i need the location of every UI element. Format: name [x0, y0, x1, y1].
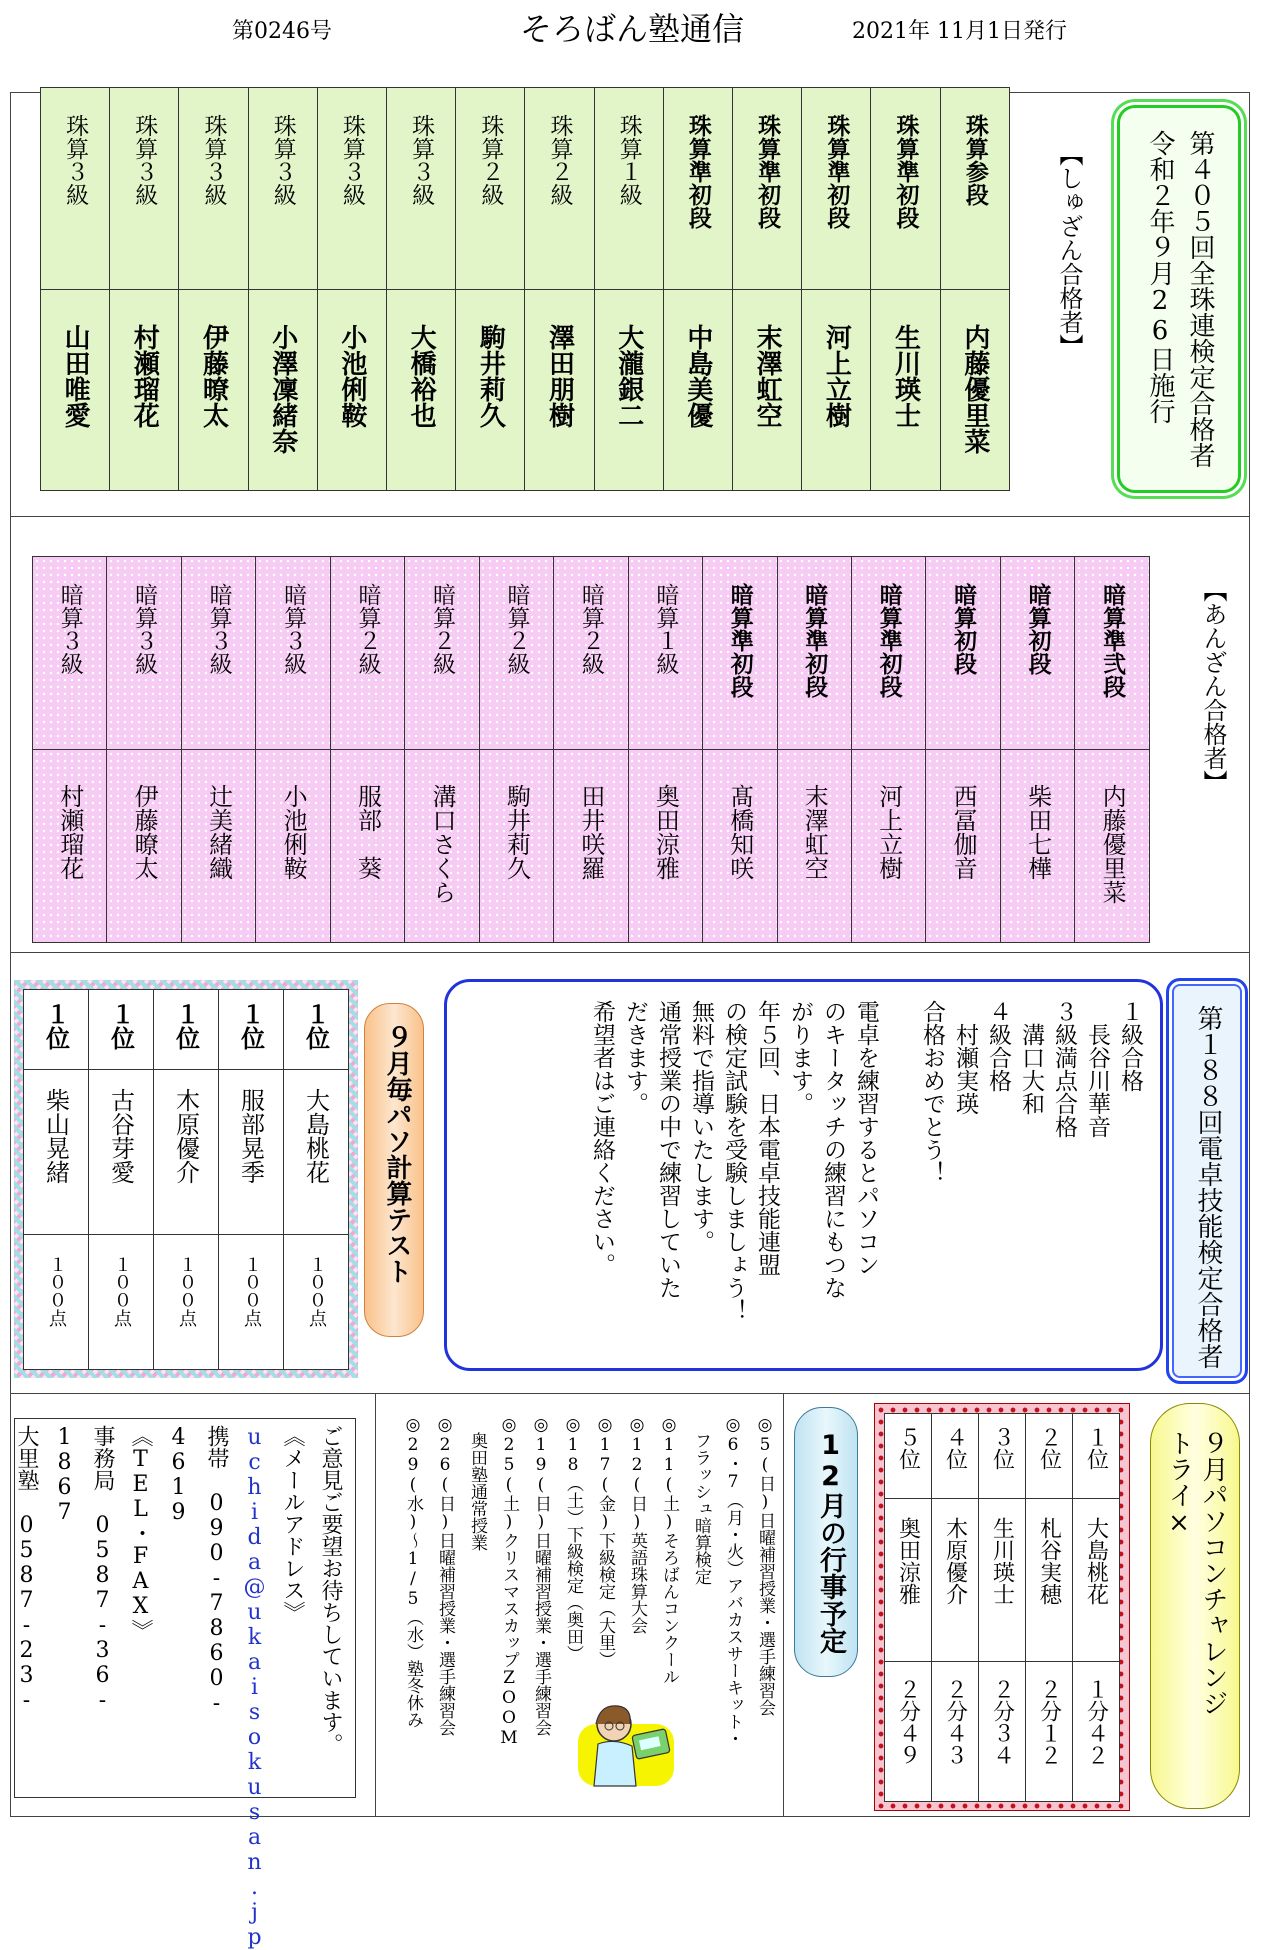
dentaku-line: の検定試験を受験しましょう！ [721, 1000, 747, 1322]
anzan-grade-cell-text: 暗算２級 [428, 583, 455, 675]
pc-test-table [23, 989, 349, 1370]
shuzan-grade-cell [594, 88, 663, 290]
pc-test-score-cell [284, 1235, 349, 1370]
schedule-item: ◎11(土)そろばんコンクール [659, 1415, 679, 1685]
shuzan-grade-cell [456, 88, 525, 290]
dentaku-line: 村瀬実瑛 [952, 1000, 978, 1115]
anzan-name-cell [1075, 750, 1150, 943]
anzan-name-cell [703, 750, 777, 943]
pc-test-name-cell [154, 1070, 219, 1235]
contact-line: 大里塾 0587-23- [14, 1425, 39, 1713]
shuzan-grade-cell-text: 珠算１級 [615, 114, 642, 206]
contact-line: ご意見ご要望お待ちしています。 [318, 1425, 343, 1755]
dentaku-line: がります。 [787, 1000, 813, 1115]
schedule-item: ◎18（土）下級検定（奥田） [563, 1415, 583, 1662]
pc-test-rank-cell [89, 990, 154, 1070]
schedule-item: ◎17(金)下級検定（大里） [595, 1415, 615, 1668]
challenge-time-cell-text: ２分１２ [1036, 1678, 1062, 1766]
pc-test-title-box [364, 1003, 424, 1337]
pc-test-score-cell [219, 1235, 284, 1370]
pc-test-rank-cell-text: １位 [171, 1002, 201, 1050]
challenge-time-cell-text: ２分４９ [895, 1678, 921, 1766]
challenge-rank-cell [932, 1414, 979, 1499]
shuzan-grade-cell [663, 88, 732, 290]
shuzan-badge-title: 第４０５回全珠連検定合格者 [1185, 130, 1215, 468]
shuzan-name-cell [248, 290, 317, 491]
pc-test-rank-cell-text: １位 [106, 1002, 136, 1050]
anzan-name-cell-text: 髙橋知咲 [725, 784, 754, 880]
pc-test-rank-cell [219, 990, 284, 1070]
challenge-name-cell-text: 木原優介 [942, 1517, 968, 1605]
shuzan-grade-cell [940, 88, 1009, 290]
issue-number: 第0246号 [232, 19, 332, 44]
schedule-item: ◎5(日)日曜補習授業・選手練習会 [755, 1415, 775, 1716]
dentaku-line: 電卓を練習するとパソコン [853, 1000, 879, 1276]
divider [783, 1394, 784, 1816]
pc-test-score-cell [24, 1235, 89, 1370]
challenge-rank-cell [885, 1414, 932, 1499]
shuzan-name-cell [525, 290, 594, 491]
pc-test-score-cell-text: １００点 [111, 1255, 132, 1327]
challenge-rank-cell [1026, 1414, 1073, 1499]
pc-test-name-cell-text: 大島桃花 [301, 1088, 330, 1184]
pc-test-rank-cell-text: １位 [236, 1002, 266, 1050]
dentaku-line: のキータッチの練習にもつな [820, 1000, 846, 1299]
divider [11, 1393, 1249, 1394]
pc-test-name-cell [24, 1070, 89, 1235]
dentaku-badge [1166, 978, 1248, 1384]
shuzan-name-cell-text: 大橋裕也 [406, 324, 437, 428]
pc-test-rank-cell [284, 990, 349, 1070]
anzan-grade-cell-text: 暗算３級 [131, 583, 158, 675]
schedule-title-box [794, 1407, 858, 1677]
shuzan-name-cell [733, 290, 802, 491]
anzan-name-cell-text: 柴田七樺 [1023, 784, 1052, 880]
anzan-grade-cell [330, 557, 404, 750]
shuzan-grade-cell-text: 珠算２級 [477, 114, 504, 206]
challenge-name-cell-text: 札谷実穂 [1036, 1517, 1062, 1605]
anzan-grade-cell-text: 暗算３級 [280, 583, 307, 675]
anzan-name-cell-text: 田井咲羅 [576, 784, 605, 880]
shuzan-grade-cell-text: 珠算参段 [961, 114, 989, 206]
dentaku-line: 長谷川華音 [1084, 1000, 1110, 1138]
shuzan-grade-cell [248, 88, 317, 290]
anzan-name-cell-text: 小池俐鞍 [279, 784, 308, 880]
dentaku-line [882, 1000, 915, 1350]
contact-line: 事務局 0587-36-1867 [52, 1425, 115, 1713]
anzan-name-cell [479, 750, 553, 943]
schedule-item: ◎25(土)クリスマスカップZOOM [499, 1415, 519, 1748]
anzan-name-cell-text: 村瀬瑠花 [55, 784, 84, 880]
challenge-name-cell-text: 大島桃花 [1083, 1517, 1109, 1605]
anzan-grade-cell-text: 暗算準弐段 [1099, 583, 1127, 698]
challenge-table [884, 1413, 1120, 1802]
dentaku-message-box [444, 979, 1163, 1371]
anzan-grade-cell [554, 557, 628, 750]
anzan-name-cell [926, 750, 1000, 943]
divider [11, 516, 1249, 517]
pc-test-rank-cell [24, 990, 89, 1070]
divider [375, 1394, 376, 1816]
challenge-name-cell [932, 1499, 979, 1662]
shuzan-name-cell-text: 駒井莉久 [475, 324, 506, 428]
shuzan-name-cell-text: 伊藤暸太 [198, 324, 229, 428]
anzan-grade-cell-text: 暗算２級 [577, 583, 604, 675]
challenge-subtitle: トライ× [1164, 1430, 1194, 1538]
contact-line: 携帯 090-7860-4619 [166, 1425, 229, 1716]
shuzan-name-cell-text: 小澤凜緒奈 [267, 324, 298, 454]
dentaku-badge-title: 第１８８回電卓技能検定合格者 [1193, 1005, 1223, 1369]
anzan-name-cell [1000, 750, 1074, 943]
shuzan-name-cell [940, 290, 1009, 491]
schedule-item: ◎12(日)英語珠算大会 [627, 1415, 647, 1634]
challenge-rank-cell-text: ５位 [895, 1426, 921, 1470]
anzan-grade-cell-text: 暗算１級 [652, 583, 679, 675]
pc-test-score-cell-text: １００点 [46, 1255, 67, 1327]
pc-test-name-cell [219, 1070, 284, 1235]
shuzan-badge-date: 令和２年９月26日施行 [1145, 130, 1175, 424]
shuzan-name-cell [871, 290, 940, 491]
anzan-grade-cell [107, 557, 181, 750]
challenge-rank-cell-text: ２位 [1036, 1426, 1062, 1470]
shuzan-name-cell [663, 290, 732, 491]
shuzan-name-cell [802, 290, 871, 491]
contact-box [14, 1418, 356, 1950]
challenge-name-cell [885, 1499, 932, 1662]
shuzan-name-cell [456, 290, 525, 491]
pc-test-title: ９月毎パソ計算テスト [382, 1024, 412, 1284]
divider [11, 952, 1249, 953]
anzan-grade-cell [405, 557, 479, 750]
anzan-grade-cell [1000, 557, 1074, 750]
pc-test-name-cell-text: 古谷芽愛 [106, 1088, 135, 1184]
shuzan-name-cell-text: 小池俐鞍 [336, 324, 367, 428]
anzan-name-cell [405, 750, 479, 943]
shuzan-name-cell-text: 河上立樹 [821, 324, 852, 428]
anzan-section-label: 【あんざん合格者】 [1199, 578, 1227, 794]
contact-info [0, 1425, 349, 1950]
dentaku-line: １級合格 [1117, 1000, 1143, 1092]
shuzan-grade-cell-text: 珠算３級 [269, 114, 296, 206]
contact-line: 《メールアドレス》 [280, 1425, 305, 1623]
shuzan-grade-cell [41, 88, 110, 290]
challenge-name-cell [1026, 1499, 1073, 1662]
shuzan-grade-cell-text: 珠算準初段 [684, 114, 712, 229]
anzan-name-cell-text: 伊藤暸太 [130, 784, 159, 880]
shuzan-name-cell-text: 山田唯愛 [60, 324, 91, 428]
shuzan-grade-cell-text: 珠算３級 [200, 114, 227, 206]
anzan-grade-cell-text: 暗算２級 [354, 583, 381, 675]
anzan-name-cell-text: 西冨伽音 [949, 784, 978, 880]
challenge-time-cell-text: １分４２ [1083, 1678, 1109, 1766]
pc-test-score-cell [89, 1235, 154, 1370]
dentaku-line: 溝口大和 [1018, 1000, 1044, 1115]
pc-test-rank-cell-text: １位 [41, 1002, 71, 1050]
anzan-name-cell-text: 内藤優里菜 [1098, 784, 1127, 904]
anzan-grade-cell-text: 暗算準初段 [801, 583, 829, 698]
dentaku-message [585, 1000, 1146, 1350]
challenge-rank-cell-text: １位 [1083, 1426, 1109, 1470]
shuzan-section-label: 【しゅざん合格者】 [1055, 142, 1083, 358]
anzan-grade-cell-text: 暗算初段 [1024, 583, 1052, 675]
schedule-illustration [572, 1694, 680, 1788]
challenge-rank-cell-text: ３位 [989, 1426, 1015, 1470]
shuzan-grade-cell-text: 珠算２級 [546, 114, 573, 206]
schedule-item: ◎19(日)日曜補習授業・選手練習会 [531, 1415, 551, 1736]
anzan-grade-cell [851, 557, 925, 750]
shuzan-name-cell-text: 大瀧銀二 [613, 324, 644, 428]
schedule-item: ◎6・7（月・火）アバカスサーキット・ [723, 1415, 743, 1747]
challenge-time-cell [885, 1662, 932, 1802]
anzan-grade-cell-text: 暗算３級 [56, 583, 83, 675]
anzan-grade-cell-text: 暗算初段 [950, 583, 978, 675]
shuzan-table [40, 87, 1010, 491]
challenge-time-cell-text: ２分３４ [989, 1678, 1015, 1766]
anzan-name-cell-text: 奥田涼雅 [651, 784, 680, 880]
shuzan-grade-cell-text: 珠算準初段 [823, 114, 851, 229]
shuzan-name-cell [179, 290, 248, 491]
anzan-name-cell-text: 辻美緒織 [204, 784, 233, 880]
challenge-border [874, 1403, 1130, 1811]
anzan-grade-cell-text: 暗算３級 [205, 583, 232, 675]
challenge-time-cell [932, 1662, 979, 1802]
anzan-table [32, 556, 1150, 943]
anzan-name-cell [628, 750, 702, 943]
shuzan-grade-cell-text: 珠算準初段 [892, 114, 920, 229]
shuzan-grade-cell-text: 珠算３級 [131, 114, 158, 206]
shuzan-grade-cell [871, 88, 940, 290]
anzan-grade-cell [479, 557, 553, 750]
shuzan-name-cell-text: 生川瑛士 [890, 324, 921, 428]
shuzan-grade-cell-text: 珠算３級 [62, 114, 89, 206]
anzan-grade-cell [1075, 557, 1150, 750]
schedule-item: ◎26(日)日曜補習授業・選手練習会 [435, 1415, 455, 1736]
schedule-title: 12月の行事予定 [815, 1430, 846, 1654]
shuzan-grade-cell [179, 88, 248, 290]
shuzan-name-cell-text: 末澤虹空 [752, 324, 783, 428]
issue-date: 2021年 11月1日発行 [852, 19, 1067, 44]
schedule-item: フラッシュ暗算検定 [691, 1415, 711, 1585]
pc-test-name-cell-text: 木原優介 [171, 1088, 200, 1184]
shuzan-grade-cell [733, 88, 802, 290]
anzan-name-cell-text: 溝口さくら [427, 784, 456, 904]
pc-test-name-cell [89, 1070, 154, 1235]
contact-line: uchida@ukaisokusan.jp [242, 1425, 267, 1950]
anzan-grade-cell [703, 557, 777, 750]
shuzan-grade-cell [525, 88, 594, 290]
challenge-time-cell-text: ２分４３ [942, 1678, 968, 1766]
shuzan-name-cell [317, 290, 386, 491]
shuzan-name-cell-text: 澤田朋樹 [544, 324, 575, 428]
shuzan-name-cell [110, 290, 179, 491]
anzan-name-cell [851, 750, 925, 943]
challenge-name-cell [979, 1499, 1026, 1662]
shuzan-grade-cell-text: 珠算３級 [338, 114, 365, 206]
anzan-grade-cell [256, 557, 330, 750]
dentaku-line: ４級合格 [985, 1000, 1011, 1092]
anzan-grade-cell [777, 557, 851, 750]
challenge-time-cell [979, 1662, 1026, 1802]
shuzan-name-cell [387, 290, 456, 491]
anzan-name-cell [777, 750, 851, 943]
anzan-name-cell-text: 河上立樹 [874, 784, 903, 880]
shuzan-name-cell-text: 内藤優里菜 [959, 324, 990, 454]
shuzan-grade-cell [802, 88, 871, 290]
shuzan-grade-cell-text: 珠算準初段 [754, 114, 782, 229]
dentaku-line: ３級満点合格 [1051, 1000, 1077, 1138]
shuzan-name-cell [41, 290, 110, 491]
challenge-name-cell-text: 奥田涼雅 [895, 1517, 921, 1605]
challenge-name-cell [1073, 1499, 1120, 1662]
shuzan-name-cell [594, 290, 663, 491]
anzan-name-cell [256, 750, 330, 943]
pc-test-rank-cell [154, 990, 219, 1070]
pc-test-score-cell-text: １００点 [241, 1255, 262, 1327]
anzan-name-cell [107, 750, 181, 943]
challenge-rank-cell-text: ４位 [942, 1426, 968, 1470]
dentaku-line: 無料で指導いたします。 [688, 1000, 714, 1253]
shuzan-grade-cell-text: 珠算３級 [408, 114, 435, 206]
newsletter-title: そろばん塾通信 [520, 10, 745, 48]
anzan-name-cell-text: 服部 葵 [353, 784, 382, 880]
challenge-title-box [1150, 1403, 1240, 1809]
shuzan-grade-cell [387, 88, 456, 290]
contact-line: 《TEL・FAX》 [128, 1425, 153, 1641]
shuzan-badge [1117, 105, 1241, 493]
pc-test-name-cell-text: 服部晃季 [236, 1088, 265, 1184]
pc-test-score-cell-text: １００点 [306, 1255, 327, 1327]
schedule-item: 奥田塾通常授業 [467, 1415, 487, 1551]
challenge-time-cell [1026, 1662, 1073, 1802]
anzan-grade-cell [628, 557, 702, 750]
challenge-name-cell-text: 生川瑛士 [989, 1517, 1015, 1605]
shuzan-name-cell-text: 村瀬瑠花 [129, 324, 160, 428]
pc-test-score-cell-text: １００点 [176, 1255, 197, 1327]
pc-test-name-cell [284, 1070, 349, 1235]
anzan-grade-cell-text: 暗算準初段 [726, 583, 754, 698]
shuzan-name-cell-text: 中島美優 [682, 324, 713, 428]
anzan-grade-cell [181, 557, 255, 750]
pc-test-border [14, 980, 358, 1378]
anzan-grade-cell [926, 557, 1000, 750]
shuzan-grade-cell [110, 88, 179, 290]
pc-test-name-cell-text: 柴山晃緒 [41, 1088, 70, 1184]
anzan-grade-cell-text: 暗算２級 [503, 583, 530, 675]
dentaku-line: だきます。 [622, 1000, 648, 1115]
anzan-name-cell-text: 駒井莉久 [502, 784, 531, 880]
anzan-name-cell [181, 750, 255, 943]
pc-test-rank-cell-text: １位 [301, 1002, 331, 1050]
shuzan-grade-cell [317, 88, 386, 290]
dentaku-line: 通常授業の中で練習していた [655, 1000, 681, 1299]
pc-test-score-cell [154, 1235, 219, 1370]
challenge-rank-cell [1073, 1414, 1120, 1499]
challenge-rank-cell [979, 1414, 1026, 1499]
anzan-name-cell [554, 750, 628, 943]
schedule-item: ◎29(水)～1/5（水）塾冬休み [403, 1415, 423, 1728]
anzan-name-cell [330, 750, 404, 943]
dentaku-line: 希望者はご連絡ください。 [589, 1000, 615, 1276]
anzan-grade-cell-text: 暗算準初段 [875, 583, 903, 698]
anzan-name-cell-text: 末澤虹空 [800, 784, 829, 880]
anzan-name-cell [33, 750, 107, 943]
anzan-grade-cell [33, 557, 107, 750]
challenge-title: ９月パソコンチャレンジ [1198, 1430, 1228, 1716]
challenge-time-cell [1073, 1662, 1120, 1802]
dentaku-line: 年５回、日本電卓技能連盟 [754, 1000, 780, 1276]
dentaku-line: 合格おめでとう！ [919, 1000, 945, 1184]
